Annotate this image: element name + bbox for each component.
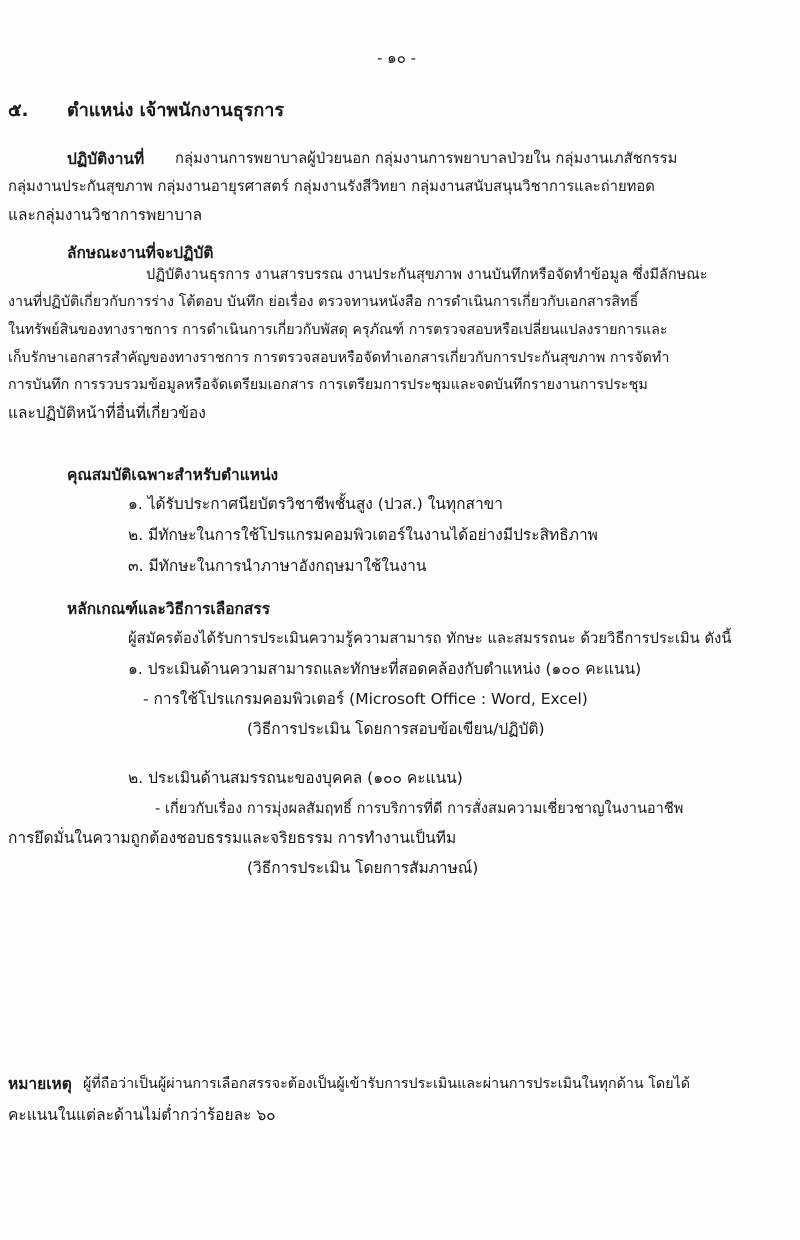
selection-method: (วิธีการประเมิน โดยการสัมภาษณ์): [247, 859, 479, 877]
job-nature-line: ในทรัพย์สินของทางราชการ การดำเนินการเกี่ยวกับพัสดุ ครุภัณฑ์ การตรวจสอบหรือเปลี่ยนแปลงรายการและ: [8, 322, 668, 338]
job-nature-line: และปฏิบัติหน้าที่อื่นที่เกี่ยวข้อง: [8, 404, 206, 422]
qualifications-heading: คุณสมบัติเฉพาะสำหรับตำแหน่ง: [67, 466, 279, 484]
selection-intro: ผู้สมัครต้องได้รับการประเมินความรู้ความสามารถ ทักษะ และสมรรถนะ ด้วยวิธีการประเมิน ดังนี้: [128, 630, 732, 647]
job-nature-line: เก็บรักษาเอกสารสำคัญของทางราชการ การตรวจสอบหรือจัดทำเอกสารเกี่ยวกับการประกันสุขภาพ การจัดทำ: [8, 350, 670, 366]
note-line: ผู้ที่ถือว่าเป็นผู้ผ่านการเลือกสรรจะต้องเป็นผู้เข้ารับการประเมินและผ่านการประเมินในทุกด้าน โดยได้: [83, 1076, 691, 1092]
workplace-label: ปฏิบัติงานที่: [67, 150, 145, 168]
workplace-line: กลุ่มงานการพยาบาลผู้ป่วยนอก กลุ่มงานการพยาบาลป่วยใน กลุ่มงานเภสัชกรรม: [175, 150, 678, 167]
selection-heading: หลักเกณฑ์และวิธีการเลือกสรร: [67, 600, 271, 618]
selection-item: ๑. ประเมินด้านความสามารถและทักษะที่สอดคล้องกับตำแหน่ง (๑๐๐ คะแนน): [128, 660, 642, 678]
selection-subitem: การยึดมั่นในความถูกต้องชอบธรรมและจริยธรรม การทำงานเป็นทีม: [8, 829, 457, 847]
selection-subitem: - การใช้โปรแกรมคอมพิวเตอร์ (Microsoft Office : Word, Excel): [143, 690, 588, 708]
page-number: - ๑๐ -: [377, 49, 417, 67]
section-number: ๕.: [8, 100, 29, 121]
selection-method: (วิธีการประเมิน โดยการสอบข้อเขียน/ปฏิบัติ): [247, 720, 545, 738]
selection-item: ๒. ประเมินด้านสมรรถนะของบุคคล (๑๐๐ คะแนน): [128, 769, 463, 787]
workplace-line: กลุ่มงานประกันสุขภาพ กลุ่มงานอายุรศาสตร์ กลุ่มงานรังสีวิทยา กลุ่มงานสนับสนุนวิชาการและถ่ายทอด: [8, 178, 655, 195]
job-nature-line: งานที่ปฏิบัติเกี่ยวกับการร่าง โต้ตอบ บันทึก ย่อเรื่อง ตรวจทานหนังสือ การดำเนินการเกี่ยวกับเอกสารสิทธิ์: [8, 294, 639, 310]
job-nature-heading: ลักษณะงานที่จะปฏิบัติ: [67, 244, 214, 262]
job-nature-line: ปฏิบัติงานธุรการ งานสารบรรณ งานประกันสุขภาพ งานบันทึกหรือจัดทำข้อมูล ซึ่งมีลักษณะ: [146, 267, 708, 283]
workplace-line: และกลุ่มงานวิชาการพยาบาล: [8, 206, 203, 224]
qualification-item: ๒. มีทักษะในการใช้โปรแกรมคอมพิวเตอร์ในงานได้อย่างมีประสิทธิภาพ: [128, 526, 598, 544]
selection-subitem: - เกี่ยวกับเรื่อง การมุ่งผลสัมฤทธิ์ การบริการที่ดี การสั่งสมความเชี่ยวชาญในงานอาชีพ: [155, 800, 684, 817]
job-nature-line: การบันทึก การรวบรวมข้อมูลหรือจัดเตรียมเอกสาร การเตรียมการประชุมและจดบันทึกรายงานการประชุม: [8, 377, 648, 393]
qualification-item: ๑. ได้รับประกาศนียบัตรวิชาชีพชั้นสูง (ปวส.) ในทุกสาขา: [128, 495, 503, 513]
note-label: หมายเหตุ: [8, 1075, 72, 1093]
note-line: คะแนนในแต่ละด้านไม่ต่ำกว่าร้อยละ ๖๐: [8, 1106, 276, 1124]
section-title: ตำแหน่ง เจ้าพนักงานธุรการ: [67, 100, 285, 121]
qualification-item: ๓. มีทักษะในการนำภาษาอังกฤษมาใช้ในงาน: [128, 557, 427, 575]
